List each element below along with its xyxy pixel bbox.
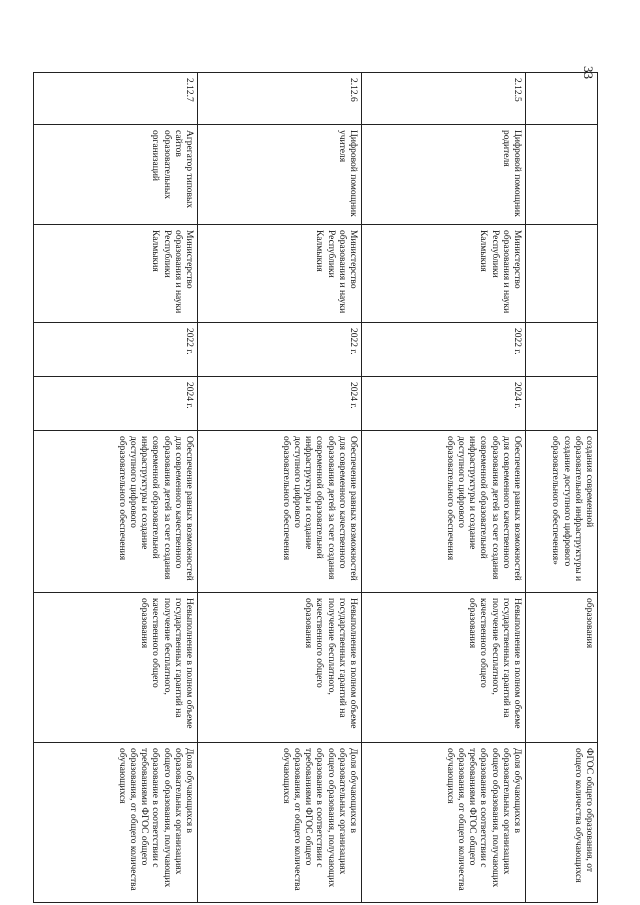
cell-start (526, 323, 598, 377)
document-table (33, 72, 598, 903)
cell-indicator: Доля обучающихся в образовательных организациях общего образования, получающих образование в соответствии с требованиями ФГОС общего образования, от общего количества обучающихся (198, 743, 362, 903)
table-row (526, 73, 598, 903)
table-row (34, 73, 198, 903)
cell-executor: Министерство образования и науки Республики Калмыкия (198, 225, 362, 323)
cell-indicator: Доля обучающихся в образовательных организациях общего образования, получающих образование в соответствии с требованиями ФГОС общего образования, от общего количества обучающихся (362, 743, 526, 903)
cell-risk: Невыполнение в полном объеме государственных гарантий на получение бесплатного, качественного общего образования (34, 593, 198, 743)
cell-goal: Обеспечение равных возможностей для современного качественного образования детей за счет создания современной образовательной инфраструктуры и создание доступного цифрового образовательного обеспечения (198, 431, 362, 593)
cell-start: 2022 г. (198, 323, 362, 377)
cell-number (526, 73, 598, 125)
table-row (362, 73, 526, 903)
cell-end: 2024 г. (198, 377, 362, 431)
cell-risk: Невыполнение в полном объеме государственных гарантий на получение бесплатного, качественного общего образования (362, 593, 526, 743)
cell-risk: образования (526, 593, 598, 743)
cell-name (526, 125, 598, 225)
cell-goal: Обеспечение равных возможностей для современного качественного образования детей за счет создания современной образовательной инфраструктуры и создание доступного цифрового образовательного обеспечения (34, 431, 198, 593)
cell-executor: Министерство образования и науки Республики Калмыкия (34, 225, 198, 323)
cell-end (526, 377, 598, 431)
cell-executor: Министерство образования и науки Республики Калмыкия (362, 225, 526, 323)
cell-goal: Обеспечение равных возможностей для современного качественного образования детей за счет создания современной образовательной инфраструктуры и создание доступного цифрового образовательного обеспечения (362, 431, 526, 593)
rotated-page-content (34, 72, 598, 902)
cell-name: Агрегатор типовых сайтов образовательных организаций (34, 125, 198, 225)
cell-start: 2022 г. (362, 323, 526, 377)
cell-number: 2.12.6 (198, 73, 362, 125)
cell-end: 2024 г. (362, 377, 526, 431)
cell-executor (526, 225, 598, 323)
page-number: 33 (581, 66, 596, 79)
table-row (198, 73, 362, 903)
cell-number: 2.12.7 (34, 73, 198, 125)
cell-end: 2024 г. (34, 377, 198, 431)
cell-indicator: Доля обучающихся в образовательных организациях общего образования, получающих образование в соответствии с требованиями ФГОС общего образования, от общего количества обучающихся (34, 743, 198, 903)
cell-name: Цифровой помощник родителя (362, 125, 526, 225)
cell-indicator: ФГОС общего образования, от общего количества обучающихся (526, 743, 598, 903)
cell-number: 2.12.5 (362, 73, 526, 125)
cell-name: Цифровой помощник учителя (198, 125, 362, 225)
cell-start: 2022 г. (34, 323, 198, 377)
cell-goal: создания современной образовательной инфраструктуры и создание доступного цифрового образовательного обеспечения» (526, 431, 598, 593)
cell-risk: Невыполнение в полном объеме государственных гарантий на получение бесплатного, качественного общего образования (198, 593, 362, 743)
